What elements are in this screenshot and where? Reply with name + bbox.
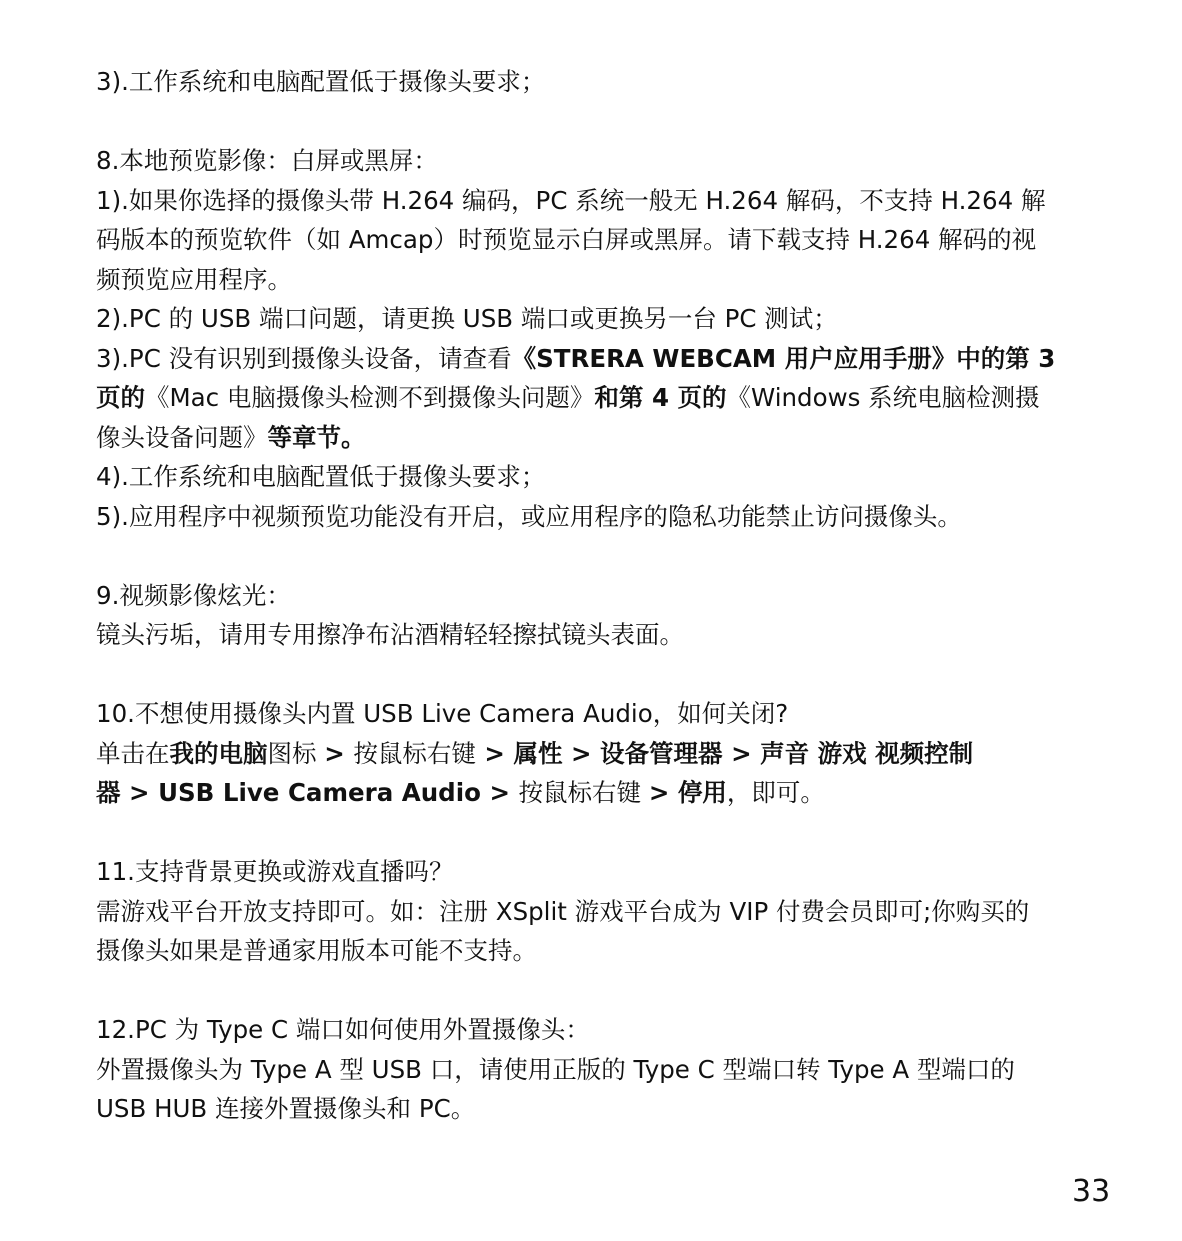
text-run: 按鼠标右键 bbox=[518, 778, 649, 807]
bold-text-run: 和第 4 页的 bbox=[594, 383, 727, 412]
text-run: ，即可。 bbox=[726, 778, 825, 807]
text-line bbox=[96, 773, 1116, 813]
text-run: 单击在 bbox=[96, 738, 170, 768]
text-line: 镜头污垢，请用专用擦净布沾酒精轻轻擦拭镜头表面。 bbox=[96, 620, 684, 649]
text-line: USB HUB 连接外置摄像头和 PC。 bbox=[96, 1094, 476, 1123]
text-line: 1).如果你选择的摄像头带 H.264 编码，PC 系统一般无 H.264 解码，不支持 H.264 解 bbox=[96, 185, 1046, 215]
bold-text-run: > 停用 bbox=[648, 778, 727, 807]
text-line: 码版本的预览软件（如 Amcap）时预览显示白屏或黑屏。请下载支持 H.264 解码的视 bbox=[96, 225, 1037, 254]
text-run: 《Windows 系统电脑检测摄 bbox=[726, 383, 1040, 412]
bold-text-run: 等章节。 bbox=[267, 422, 366, 452]
section-heading-12: 12.PC 为 Type C 端口如何使用外置摄像头： bbox=[96, 1015, 590, 1044]
section-heading-8: 8.本地预览影像：白屏或黑屏： bbox=[96, 146, 438, 175]
bold-text-run: > bbox=[324, 738, 354, 768]
text-run: 像头设备问题》 bbox=[96, 422, 268, 452]
text-line: 频预览应用程序。 bbox=[96, 264, 292, 294]
text-run: 3).PC 没有识别到摄像头设备，请查看 bbox=[96, 343, 512, 373]
paragraph-gap bbox=[96, 971, 1116, 1011]
bold-text-run: 页的 bbox=[96, 383, 145, 412]
paragraph-gap bbox=[96, 102, 1116, 142]
text-line: 外置摄像头为 Type A 型 USB 口，请使用正版的 Type C 型端口转 Type A 型端口的 bbox=[96, 1054, 1015, 1084]
text-line: 4).工作系统和电脑配置低于摄像头要求； bbox=[96, 462, 546, 491]
text-line bbox=[96, 418, 1116, 458]
text-line: 需游戏平台开放支持即可。如：注册 XSplit 游戏平台成为 VIP 付费会员即可;你购买的 bbox=[96, 896, 1030, 926]
document-body bbox=[96, 62, 1116, 1129]
text-run: 《Mac 电脑摄像头检测不到摄像头问题》 bbox=[145, 383, 595, 412]
section-heading-9: 9.视频影像炫光： bbox=[96, 580, 291, 610]
text-run: 按鼠标右键 bbox=[353, 738, 476, 768]
text-run: 图标 bbox=[267, 738, 325, 768]
bold-text-run: 器 > USB Live Camera Audio > bbox=[96, 778, 519, 807]
text-line: 5).应用程序中视频预览功能没有开启，或应用程序的隐私功能禁止访问摄像头。 bbox=[96, 501, 962, 531]
text-line: 2).PC 的 USB 端口问题，请更换 USB 端口或更换另一台 PC 测试； bbox=[96, 304, 838, 333]
page-number: 33 bbox=[1072, 1174, 1111, 1209]
text-line: 摄像头如果是普通家用版本可能不支持。 bbox=[96, 936, 537, 965]
text-line: 3).工作系统和电脑配置低于摄像头要求； bbox=[96, 67, 546, 96]
bold-text-run: > 属性 > 设备管理器 > 声音 游戏 视频控制 bbox=[475, 738, 974, 768]
text-line bbox=[96, 378, 1116, 418]
paragraph-gap bbox=[96, 536, 1116, 576]
bold-text-run: 《STRERA WEBCAM 用户应用手册》中的第 3 bbox=[511, 343, 1056, 373]
text-line bbox=[96, 734, 1116, 774]
bold-text-run: 我的电脑 bbox=[169, 738, 268, 768]
paragraph-gap bbox=[96, 655, 1116, 695]
section-heading-10: 10.不想使用摄像头内置 USB Live Camera Audio，如何关闭? bbox=[96, 699, 789, 728]
text-line bbox=[96, 339, 1116, 379]
paragraph-gap bbox=[96, 813, 1116, 853]
section-heading-11: 11.支持背景更换或游戏直播吗？ bbox=[96, 857, 454, 886]
